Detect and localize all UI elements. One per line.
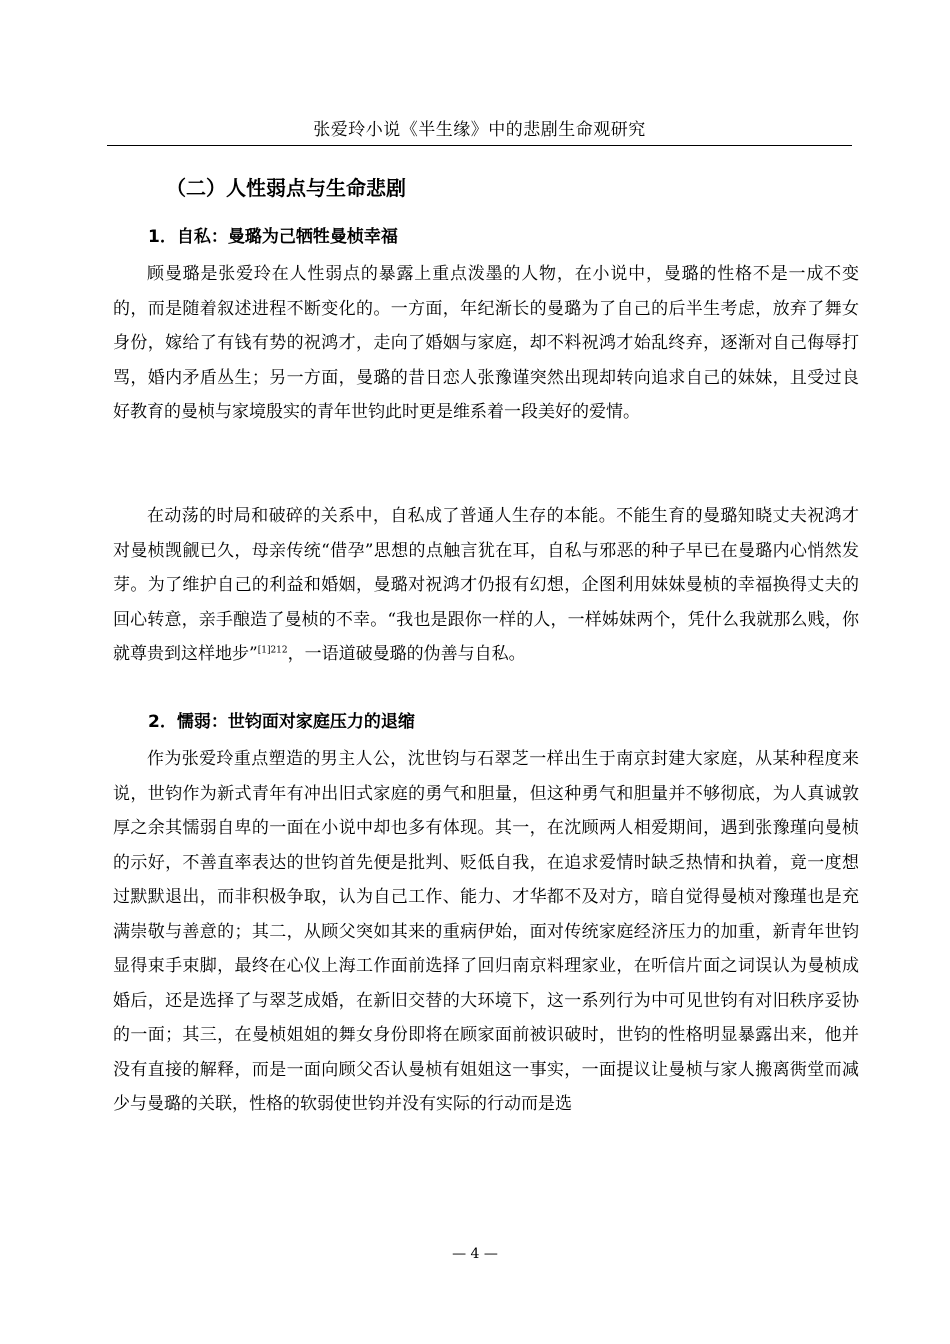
- subsection-heading-1: 1．自私：曼璐为己牺牲曼桢幸福: [148, 227, 398, 247]
- body-paragraph-1: 顾曼璐是张爱玲在人性弱点的暴露上重点泼墨的人物，在小说中，曼璐的性格不是一成不变的，而是随着叙述进程不断变化的。一方面，年纪渐长的曼璐为了自己的后半生考虑，放弃了舞女身份，嫁给了有钱有势的祝鸿才，走向了婚姻与家庭，却不料祝鸿才始乱终弃，逐渐对自己侮辱打骂，婚内矛盾丛生；另一方面，曼璐的昔日恋人张豫谨突然出现却转向追求自己的妹妹，且受过良好教育的曼桢与家境殷实的青年世钧此时更是维系着一段美好的爱情。: [113, 264, 859, 422]
- body-paragraph-3: 作为张爱玲重点塑造的男主人公，沈世钧与石翠芝一样出生于南京封建大家庭，从某种程度来说，世钧作为新式青年有冲出旧式家庭的勇气和胆量，但这种勇气和胆量并不够彻底，为人真诚敦厚之余其懦弱自卑的一面在小说中却也多有体现。其一，在沈顾两人相爱期间，遇到张豫瑾向曼桢的示好，不善直率表达的世钧首先便是批判、贬低自我，在追求爱情时缺乏热情和执着，竟一度想过默默退出，而非积极争取，认为自己工作、能力、才华都不及对方，暗自觉得曼桢对豫瑾也是充满崇敬与善意的；其二，从顾父突如其来的重病伊始，面对传统家庭经济压力的加重，新青年世钧显得束手束脚，最终在心仪上海工作面前选择了回归南京料理家业，在听信片面之词误认为曼桢成婚后，还是选择了与翠芝成婚，在新旧交替的大环境下，这一系列行为中可见世钧有对旧秩序妥协的一面；其三，在曼桢姐姐的舞女身份即将在顾家面前被识破时，世钧的性格明显暴露出来，他并没有直接的解释，而是一面向顾父否认曼桢有姐姐这一事实，一面提议让曼桢与家人搬离衖堂而减少与曼璐的关联，性格的软弱使世钧并没有实际的行动而是选: [113, 749, 859, 1114]
- header-divider: [107, 145, 852, 146]
- page-number: — 4 —: [452, 1246, 498, 1262]
- body-paragraph-2: [113, 499, 859, 672]
- paragraph-2-text-after-citation: ，一语道破曼璐的伪善与自私。: [287, 644, 526, 664]
- paragraph-2-text-before-citation: 在动荡的时局和破碎的关系中，自私成了普通人生存的本能。不能生育的曼璐知晓丈夫祝鸿才对曼桢觊觎已久，母亲传统“借孕”思想的点触言犹在耳，自私与邪恶的种子早已在曼璐内心悄然发芽。为了维护自己的利益和婚姻，曼璐对祝鸿才仍报有幻想，企图利用妹妹曼桢的幸福换得丈夫的回心转意，亲手酿造了曼桢的不幸。“我也是跟你一样的人，一样姊妹两个，凭什么我就那么贱，你就尊贵到这样地步”: [113, 506, 859, 664]
- subsection-heading-2: 2．懦弱：世钧面对家庭压力的退缩: [148, 712, 415, 732]
- running-header: 张爱玲小说《半生缘》中的悲剧生命观研究: [313, 120, 646, 140]
- section-heading: （二）人性弱点与生命悲剧: [166, 176, 406, 200]
- citation-superscript: [1]212: [257, 645, 288, 656]
